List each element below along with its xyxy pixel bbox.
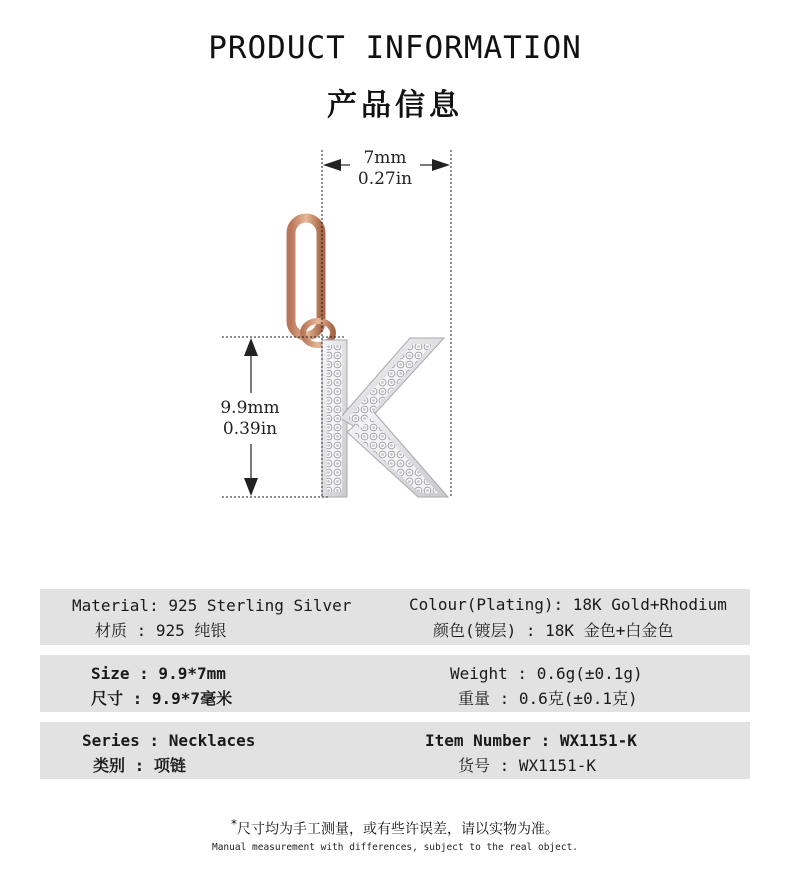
material-en: Material: 925 Sterling Silver	[72, 596, 352, 615]
weight-en: Weight : 0.6g(±0.1g)	[450, 664, 643, 683]
height-label	[200, 398, 300, 440]
height-in: 0.39in	[222, 419, 278, 439]
spec-row-material	[40, 589, 750, 645]
width-in: 0.27in	[357, 169, 413, 189]
spec-row-size	[40, 655, 750, 712]
title-english: PRODUCT INFORMATION	[208, 30, 582, 66]
width-label	[335, 148, 435, 190]
item-number-cn: 货号 : WX1151-K	[458, 756, 596, 775]
disclaimer-chinese: *尺寸均为手工测量，或有些许误差，请以实物为准。	[231, 817, 559, 838]
letter-k-pendant	[322, 338, 448, 497]
disclaimer-english: Manual measurement with differences, subject to the real object.	[211, 842, 579, 853]
colour-cn: 颜色(镀层) : 18K 金色+白金色	[433, 621, 674, 640]
item-number-en: Item Number : WX1151-K	[425, 731, 637, 750]
material-cn: 材质 : 925 纯银	[95, 621, 227, 640]
width-mm: 7mm	[363, 148, 407, 168]
size-en: Size : 9.9*7mm	[91, 664, 226, 683]
height-mm: 9.9mm	[220, 398, 280, 418]
series-en: Series : Necklaces	[82, 731, 256, 750]
title-chinese: 产品信息	[327, 88, 463, 123]
disclaimer-chinese-text: 尺寸均为手工测量，或有些许误差，请以实物为准。	[237, 821, 559, 838]
series-cn: 类别 : 项链	[93, 756, 186, 775]
size-cn: 尺寸 : 9.9*7毫米	[91, 689, 233, 708]
weight-cn: 重量 : 0.6克(±0.1克)	[458, 689, 638, 708]
colour-en: Colour(Plating): 18K Gold+Rhodium	[409, 595, 727, 614]
spec-row-series	[40, 722, 750, 779]
